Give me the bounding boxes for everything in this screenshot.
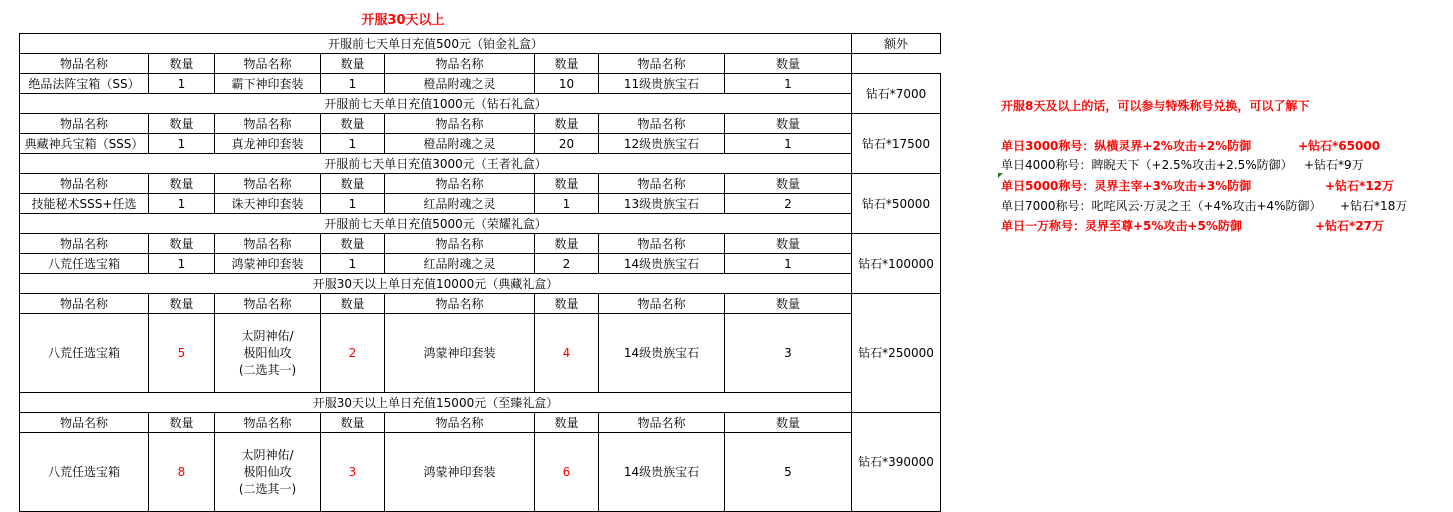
column-header: 物品名称 xyxy=(215,54,321,74)
tier-title-row xyxy=(20,393,941,413)
column-header: 数量 xyxy=(725,234,852,254)
bonus-value: 钻石*250000 xyxy=(852,294,941,413)
item-quantity: 1 xyxy=(321,194,385,214)
column-header: 数量 xyxy=(725,114,852,134)
bonus-value: 钻石*7000 xyxy=(852,74,941,114)
column-header: 数量 xyxy=(149,413,215,433)
note-title: 单日3000称号：纵横灵界+2%攻击+2%防御 xyxy=(1001,139,1252,153)
item-name: 14级贵族宝石 xyxy=(599,254,725,274)
item-name: 八荒任选宝箱 xyxy=(20,254,149,274)
column-header: 数量 xyxy=(321,413,385,433)
item-name: 霸下神印套装 xyxy=(215,74,321,94)
column-header: 物品名称 xyxy=(599,413,725,433)
tier-title: 开服前七天单日充值500元（铂金礼盒） xyxy=(20,34,852,54)
column-header: 数量 xyxy=(149,234,215,254)
column-header: 物品名称 xyxy=(599,114,725,134)
tier-title: 开服前七天单日充值3000元（王者礼盒） xyxy=(20,154,852,174)
column-header: 数量 xyxy=(535,174,599,194)
note-reward: +钻石*12万 xyxy=(1325,179,1395,193)
column-header: 数量 xyxy=(535,54,599,74)
column-header: 数量 xyxy=(321,294,385,314)
item-quantity: 1 xyxy=(321,134,385,154)
item-quantity: 2 xyxy=(725,194,852,214)
table-row xyxy=(20,194,941,214)
recharge-reward-table xyxy=(19,33,941,512)
column-header-row xyxy=(20,54,941,74)
note-line xyxy=(1001,137,1381,154)
bonus-value: 钻石*100000 xyxy=(852,234,941,294)
item-name: 11级贵族宝石 xyxy=(599,74,725,94)
tier-title-row xyxy=(20,154,941,174)
bonus-value: 钻石*17500 xyxy=(852,114,941,174)
column-header: 数量 xyxy=(535,114,599,134)
column-header: 物品名称 xyxy=(385,174,535,194)
table-row xyxy=(20,433,941,512)
column-header: 数量 xyxy=(535,413,599,433)
column-header: 物品名称 xyxy=(20,413,149,433)
item-quantity: 20 xyxy=(535,134,599,154)
table-row xyxy=(20,74,941,94)
column-header-row xyxy=(20,174,941,194)
column-header: 数量 xyxy=(725,413,852,433)
item-name: 八荒任选宝箱 xyxy=(20,314,149,393)
note-title: 单日4000称号：睥睨天下（+2.5%攻击+2.5%防御） xyxy=(1001,158,1293,172)
column-header: 数量 xyxy=(725,54,852,74)
item-name-text: 太阴神佑/极阳仙攻 xyxy=(241,328,294,360)
note-title: 单日5000称号：灵界主宰+3%攻击+3%防御 xyxy=(1001,179,1252,193)
item-name: 鸿蒙神印套装 xyxy=(385,314,535,393)
column-header: 物品名称 xyxy=(215,174,321,194)
item-note: (二选其一) xyxy=(238,362,297,377)
column-header: 物品名称 xyxy=(385,234,535,254)
note-reward: +钻石*27万 xyxy=(1315,219,1385,233)
item-name: 绝品法阵宝箱（SS） xyxy=(20,74,149,94)
item-name: 14级贵族宝石 xyxy=(599,314,725,393)
column-header: 物品名称 xyxy=(215,413,321,433)
column-header-row xyxy=(20,294,941,314)
column-header: 数量 xyxy=(725,294,852,314)
item-quantity: 6 xyxy=(535,433,599,512)
table-row xyxy=(20,314,941,393)
item-name: 八荒任选宝箱 xyxy=(20,433,149,512)
item-quantity: 1 xyxy=(725,134,852,154)
column-header-row xyxy=(20,413,941,433)
tier-title-row xyxy=(20,94,941,114)
item-quantity: 1 xyxy=(149,254,215,274)
item-quantity: 10 xyxy=(535,74,599,94)
column-header: 物品名称 xyxy=(215,234,321,254)
item-quantity: 1 xyxy=(149,74,215,94)
bonus-value: 钻石*50000 xyxy=(852,174,941,234)
item-name: 诛天神印套装 xyxy=(215,194,321,214)
item-quantity: 5 xyxy=(725,433,852,512)
note-line xyxy=(1001,217,1385,234)
item-name: 13级贵族宝石 xyxy=(599,194,725,214)
column-header: 数量 xyxy=(535,294,599,314)
column-header: 数量 xyxy=(321,114,385,134)
column-header: 物品名称 xyxy=(20,174,149,194)
item-quantity: 2 xyxy=(321,314,385,393)
column-header: 数量 xyxy=(321,234,385,254)
item-name xyxy=(215,433,321,512)
tier-title-row xyxy=(20,214,941,234)
column-header: 数量 xyxy=(321,174,385,194)
column-header: 物品名称 xyxy=(20,114,149,134)
table-row xyxy=(20,134,941,154)
item-name: 橙品附魂之灵 xyxy=(385,134,535,154)
sheet-title: 开服30天以上 xyxy=(361,13,445,28)
column-header: 数量 xyxy=(321,54,385,74)
note-reward: +钻石*18万 xyxy=(1340,199,1408,213)
note-reward: +钻石*65000 xyxy=(1298,139,1381,153)
bonus-header: 额外 xyxy=(852,34,941,54)
column-header: 物品名称 xyxy=(385,54,535,74)
item-name-text: 太阴神佑/极阳仙攻 xyxy=(241,447,294,479)
item-quantity: 1 xyxy=(725,74,852,94)
item-quantity: 1 xyxy=(149,134,215,154)
column-header: 物品名称 xyxy=(599,174,725,194)
item-name: 红品附魂之灵 xyxy=(385,254,535,274)
item-quantity: 1 xyxy=(321,74,385,94)
item-name: 14级贵族宝石 xyxy=(599,433,725,512)
item-name: 真龙神印套装 xyxy=(215,134,321,154)
item-name: 鸿蒙神印套装 xyxy=(385,433,535,512)
note-reward: +钻石*9万 xyxy=(1304,158,1364,172)
column-header: 物品名称 xyxy=(599,54,725,74)
column-header: 物品名称 xyxy=(599,234,725,254)
note-line xyxy=(1001,177,1395,194)
item-name: 鸿蒙神印套装 xyxy=(215,254,321,274)
item-name: 橙品附魂之灵 xyxy=(385,74,535,94)
column-header: 物品名称 xyxy=(20,234,149,254)
item-note: (二选其一) xyxy=(238,481,297,496)
column-header: 数量 xyxy=(535,234,599,254)
column-header: 物品名称 xyxy=(215,114,321,134)
column-header: 数量 xyxy=(149,294,215,314)
item-name: 红品附魂之灵 xyxy=(385,194,535,214)
note-title: 单日一万称号：灵界至尊+5%攻击+5%防御 xyxy=(1001,219,1242,233)
tier-title-row xyxy=(20,34,941,54)
column-header: 物品名称 xyxy=(215,294,321,314)
tier-title: 开服前七天单日充值5000元（荣耀礼盒） xyxy=(20,214,852,234)
item-name: 12级贵族宝石 xyxy=(599,134,725,154)
column-header: 物品名称 xyxy=(385,294,535,314)
note-line xyxy=(1001,197,1408,214)
column-header-row xyxy=(20,114,941,134)
column-header: 物品名称 xyxy=(20,54,149,74)
item-quantity: 4 xyxy=(535,314,599,393)
item-quantity: 1 xyxy=(321,254,385,274)
column-header: 数量 xyxy=(149,114,215,134)
table-row xyxy=(20,254,941,274)
item-quantity: 8 xyxy=(149,433,215,512)
bonus-value: 钻石*390000 xyxy=(852,413,941,512)
tier-title: 开服30天以上单日充值15000元（至臻礼盒） xyxy=(20,393,852,413)
tier-title-row xyxy=(20,274,941,294)
item-quantity: 2 xyxy=(535,254,599,274)
item-quantity: 5 xyxy=(149,314,215,393)
column-header: 数量 xyxy=(725,174,852,194)
column-header: 物品名称 xyxy=(20,294,149,314)
item-quantity: 3 xyxy=(321,433,385,512)
item-quantity: 3 xyxy=(725,314,852,393)
column-header: 数量 xyxy=(149,54,215,74)
tier-title: 开服前七天单日充值1000元（钻石礼盒） xyxy=(20,94,852,114)
table-body xyxy=(20,34,941,512)
item-quantity: 1 xyxy=(149,194,215,214)
column-header: 物品名称 xyxy=(385,114,535,134)
column-header: 物品名称 xyxy=(599,294,725,314)
item-name: 技能秘术SSS+任选 xyxy=(20,194,149,214)
item-name xyxy=(215,314,321,393)
column-header: 物品名称 xyxy=(385,413,535,433)
notes-headline: 开服8天及以上的话，可以参与特殊称号兑换，可以了解下 xyxy=(1001,99,1310,113)
note-line xyxy=(1001,156,1364,173)
column-header-row xyxy=(20,234,941,254)
column-header: 数量 xyxy=(149,174,215,194)
note-title: 单日7000称号：叱咤风云·万灵之王（+4%攻击+4%防御） xyxy=(1001,199,1322,213)
tier-title: 开服30天以上单日充值10000元（典藏礼盒） xyxy=(20,274,852,294)
item-name: 典藏神兵宝箱（SSS） xyxy=(20,134,149,154)
item-quantity: 1 xyxy=(725,254,852,274)
item-quantity: 1 xyxy=(535,194,599,214)
